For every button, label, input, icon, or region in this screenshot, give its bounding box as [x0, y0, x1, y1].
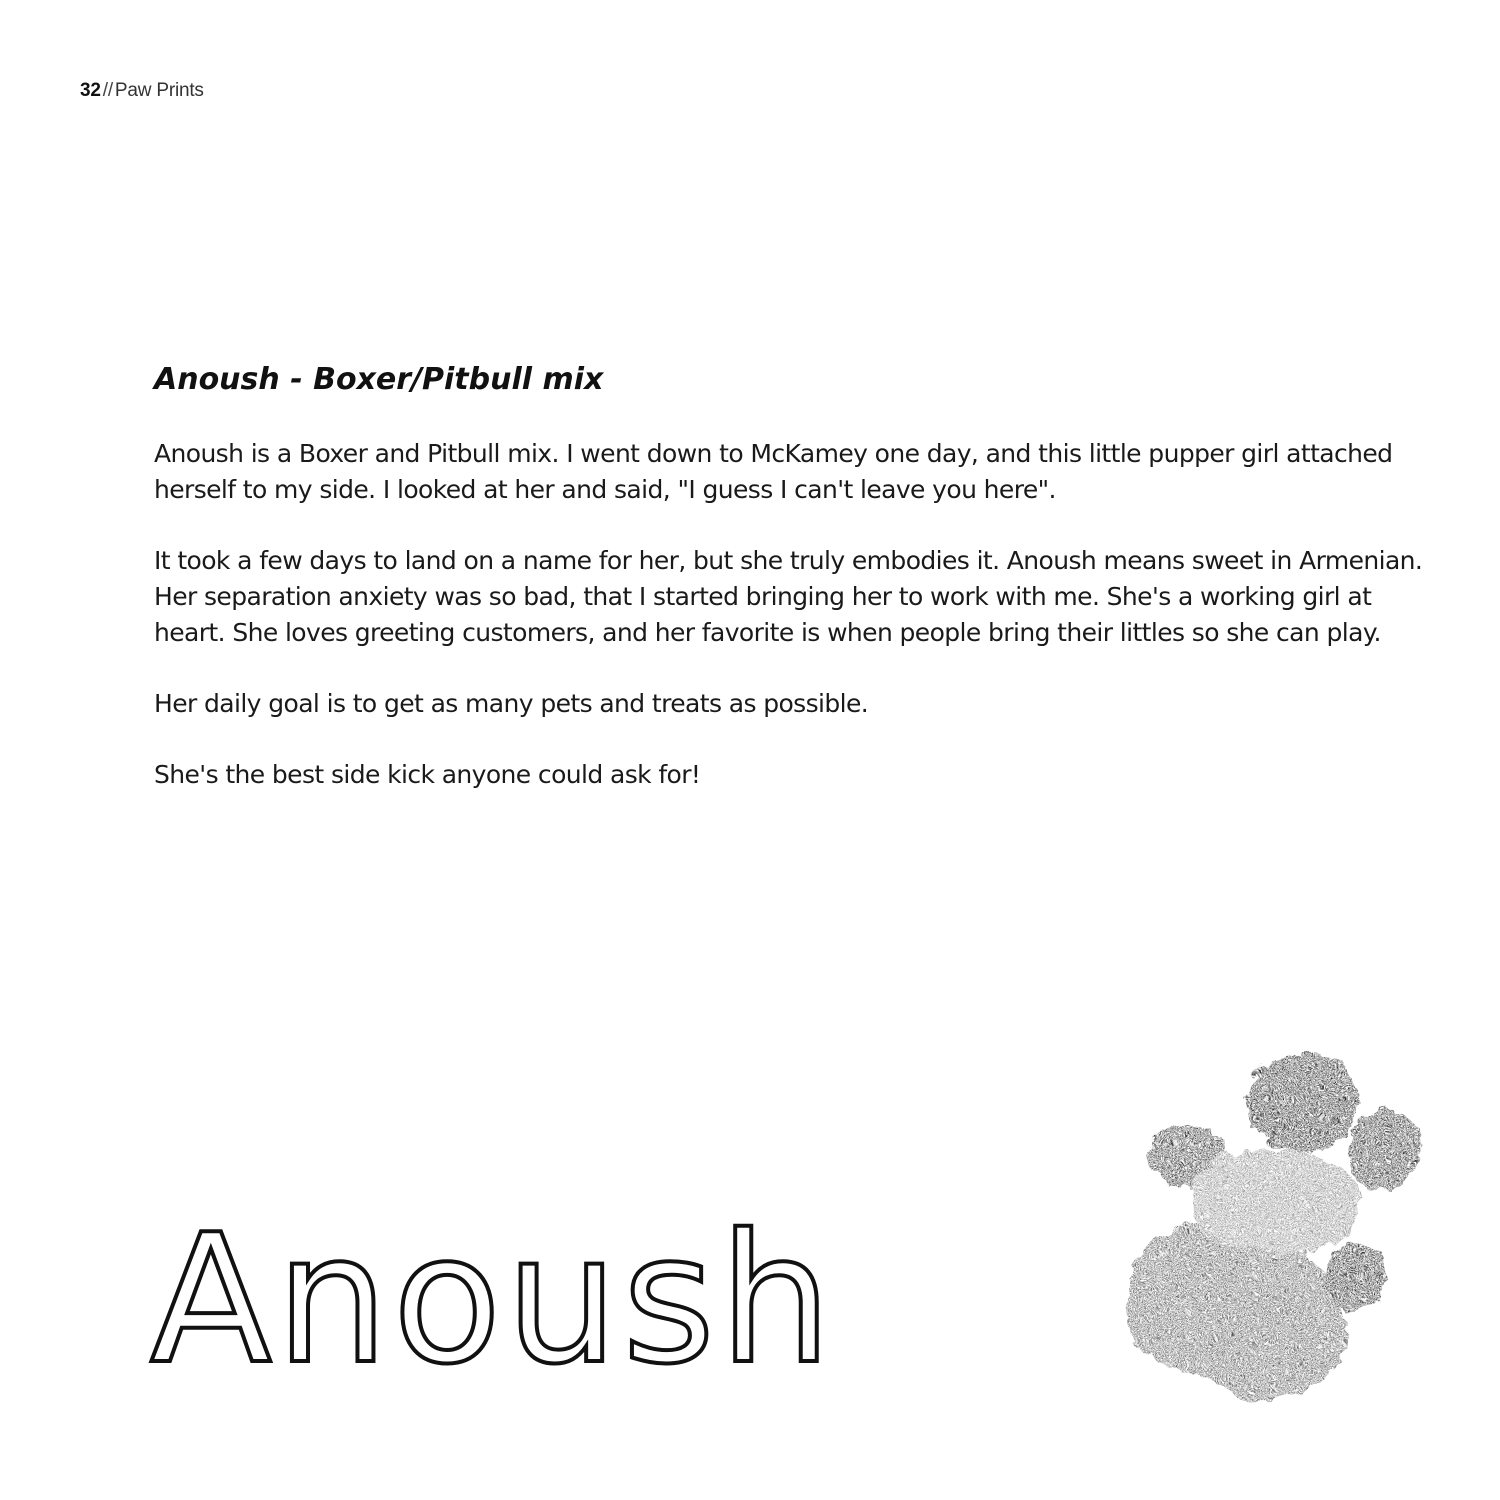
running-header: [80, 80, 204, 102]
paw-toe-top: [1243, 1049, 1355, 1148]
page-number: 32: [80, 80, 101, 101]
paw-toe-lower-right: [1320, 1241, 1382, 1308]
display-name: Anoush: [150, 1196, 836, 1403]
article-paragraph-2: It took a few days to land on a name for her, but she truly embodies it. Anoush means sweet in Armenian. Her separation anxiety was so bad, that I started bringing her to work with me. She's a working girl at heart. She loves greeting customers, and her favorite is when people bring their littles so she can play.: [154, 546, 1423, 647]
header-separator: //: [102, 80, 113, 101]
article: [154, 358, 1444, 828]
article-paragraph-3: Her daily goal is to get as many pets and treats as possible.: [154, 689, 869, 718]
article-paragraph-4: She's the best side kick anyone could ask for!: [154, 760, 701, 789]
publication-title: Paw Prints: [114, 80, 204, 101]
article-paragraph-1: Anoush is a Boxer and Pitbull mix. I went down to McKamey one day, and this little pupper girl attached herself to my side. I looked at her and said, "I guess I can't leave you here".: [154, 439, 1393, 504]
article-heading: Anoush - Boxer/Pitbull mix: [154, 362, 604, 397]
paw-toe-right: [1344, 1107, 1416, 1187]
paw-print-icon: [1080, 1035, 1440, 1415]
